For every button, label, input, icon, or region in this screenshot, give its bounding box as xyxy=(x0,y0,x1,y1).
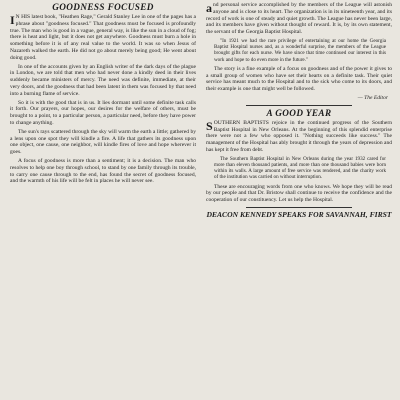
article-paragraph: The sun's rays scattered through the sky will warm the earth a little; gathered by a lens upon one spot they will kindle a fire. A life that gathers its goodness upon one object, one cause, one neighbor, will kindle fires of love and hope wherever it goes. xyxy=(10,128,196,156)
good-year-title: A GOOD YEAR xyxy=(266,107,332,118)
continued-paragraph: and personal service accomplished by the members of the League will astonish anyone and is close to its heart. The organization is in its nineteenth year, and its record of work is one of steady and quiet growth. The League has never been large, and its members have given without thought of reward. It is, by its own statement, the servant of the Georgia Baptist Hospital. xyxy=(206,1,392,36)
article-paragraph: SOUTHERN BAPTISTS rejoice in the continued progress of the Southern Baptist Hospital in New Orleans. At the beginning of this splendid enterprise there were not a few who opposed it. "Nothing succeeds like success." The management of the Hospital has ably brought it through the years of depression and has kept it free from debt. xyxy=(206,118,392,153)
goodness-focused-title: GOODNESS FOCUSED xyxy=(52,2,154,12)
article-paragraph: These are encouraging words from one who knows. We hope they will be read by our people and that Dr. Bristow shall continue to receive the confidence and the cooperation of our constituency. Let us help the Hospital. xyxy=(206,183,392,204)
block-quote: The Southern Baptist Hospital in New Orleans during the year 1932 cared for more than eleven thousand patients, and more than one thousand babies were born within its walls. A large amount of free service was rendered, and the charity work of the institution was carried on without interruption. xyxy=(214,155,386,181)
section-divider xyxy=(246,207,352,208)
article-paragraph: In one of the accounts given by an English writer of the dark days of the plague in London, we are told that men who had never done a kindly deed in their lives suddenly became ministers of mercy. The need was definite, immediate, at their very doors, and the goodness that had been latent in them was focused by that need into a burning flame of service. xyxy=(10,63,196,97)
deacon-kennedy-heading: DEACON KENNEDY SPEAKS FOR SAVANNAH, FIRST xyxy=(206,209,392,219)
article-paragraph: A focus of goodness is more than a sentiment; it is a decision. The man who resolves to help one boy through school, to stand by one family through its trouble, to carry one cause through to the end, has found the secret of goodness focused, and the warmth of his life will be felt in places he will never see. xyxy=(10,157,196,185)
signature: — The Editor xyxy=(357,94,388,101)
section-divider xyxy=(246,105,352,106)
right-column xyxy=(206,2,392,400)
continued-paragraph: The story is a fine example of a focus on goodness and of the power it gives to a small group of women who have set their hearts on a definite task. Their quiet service has meant much to the Hospital and to the sick who come to its doors, and their example is one that might well be followed. xyxy=(206,65,392,93)
article-paragraph: So it is with the good that is in us. It lies dormant until some definite task calls it forth. Our prayers, our hopes, our desires for the welfare of others, must be brought to a point, to a particular person, a particular need, before they have power to change anything. xyxy=(10,99,196,126)
block-quote: "In 1921 we had the rare privilege of entertaining at our home the Georgia Baptist Hospital nurses and, as a wonderful surprise, the members of the League brought gifts for each nurse. We have since that time continued our interest in this work and hope to do even more in the future." xyxy=(214,37,386,63)
article-paragraph: IN HIS latest book, "Heathen Rage," Gerald Stanley Lee in one of the pages has a phrase about "goodness focused." That goodness must be focused is profoundly true. The man who is good in a vague, general way, is like the sun in a cloud of fog; there is heat and light, but it does not get anywhere. Goodness must burn a hole in something before it is of any real value to the world. It was so when Jesus of Nazareth walked the earth. He did not go about merely being good; He went about doing good. xyxy=(10,13,196,61)
left-column xyxy=(10,2,196,400)
